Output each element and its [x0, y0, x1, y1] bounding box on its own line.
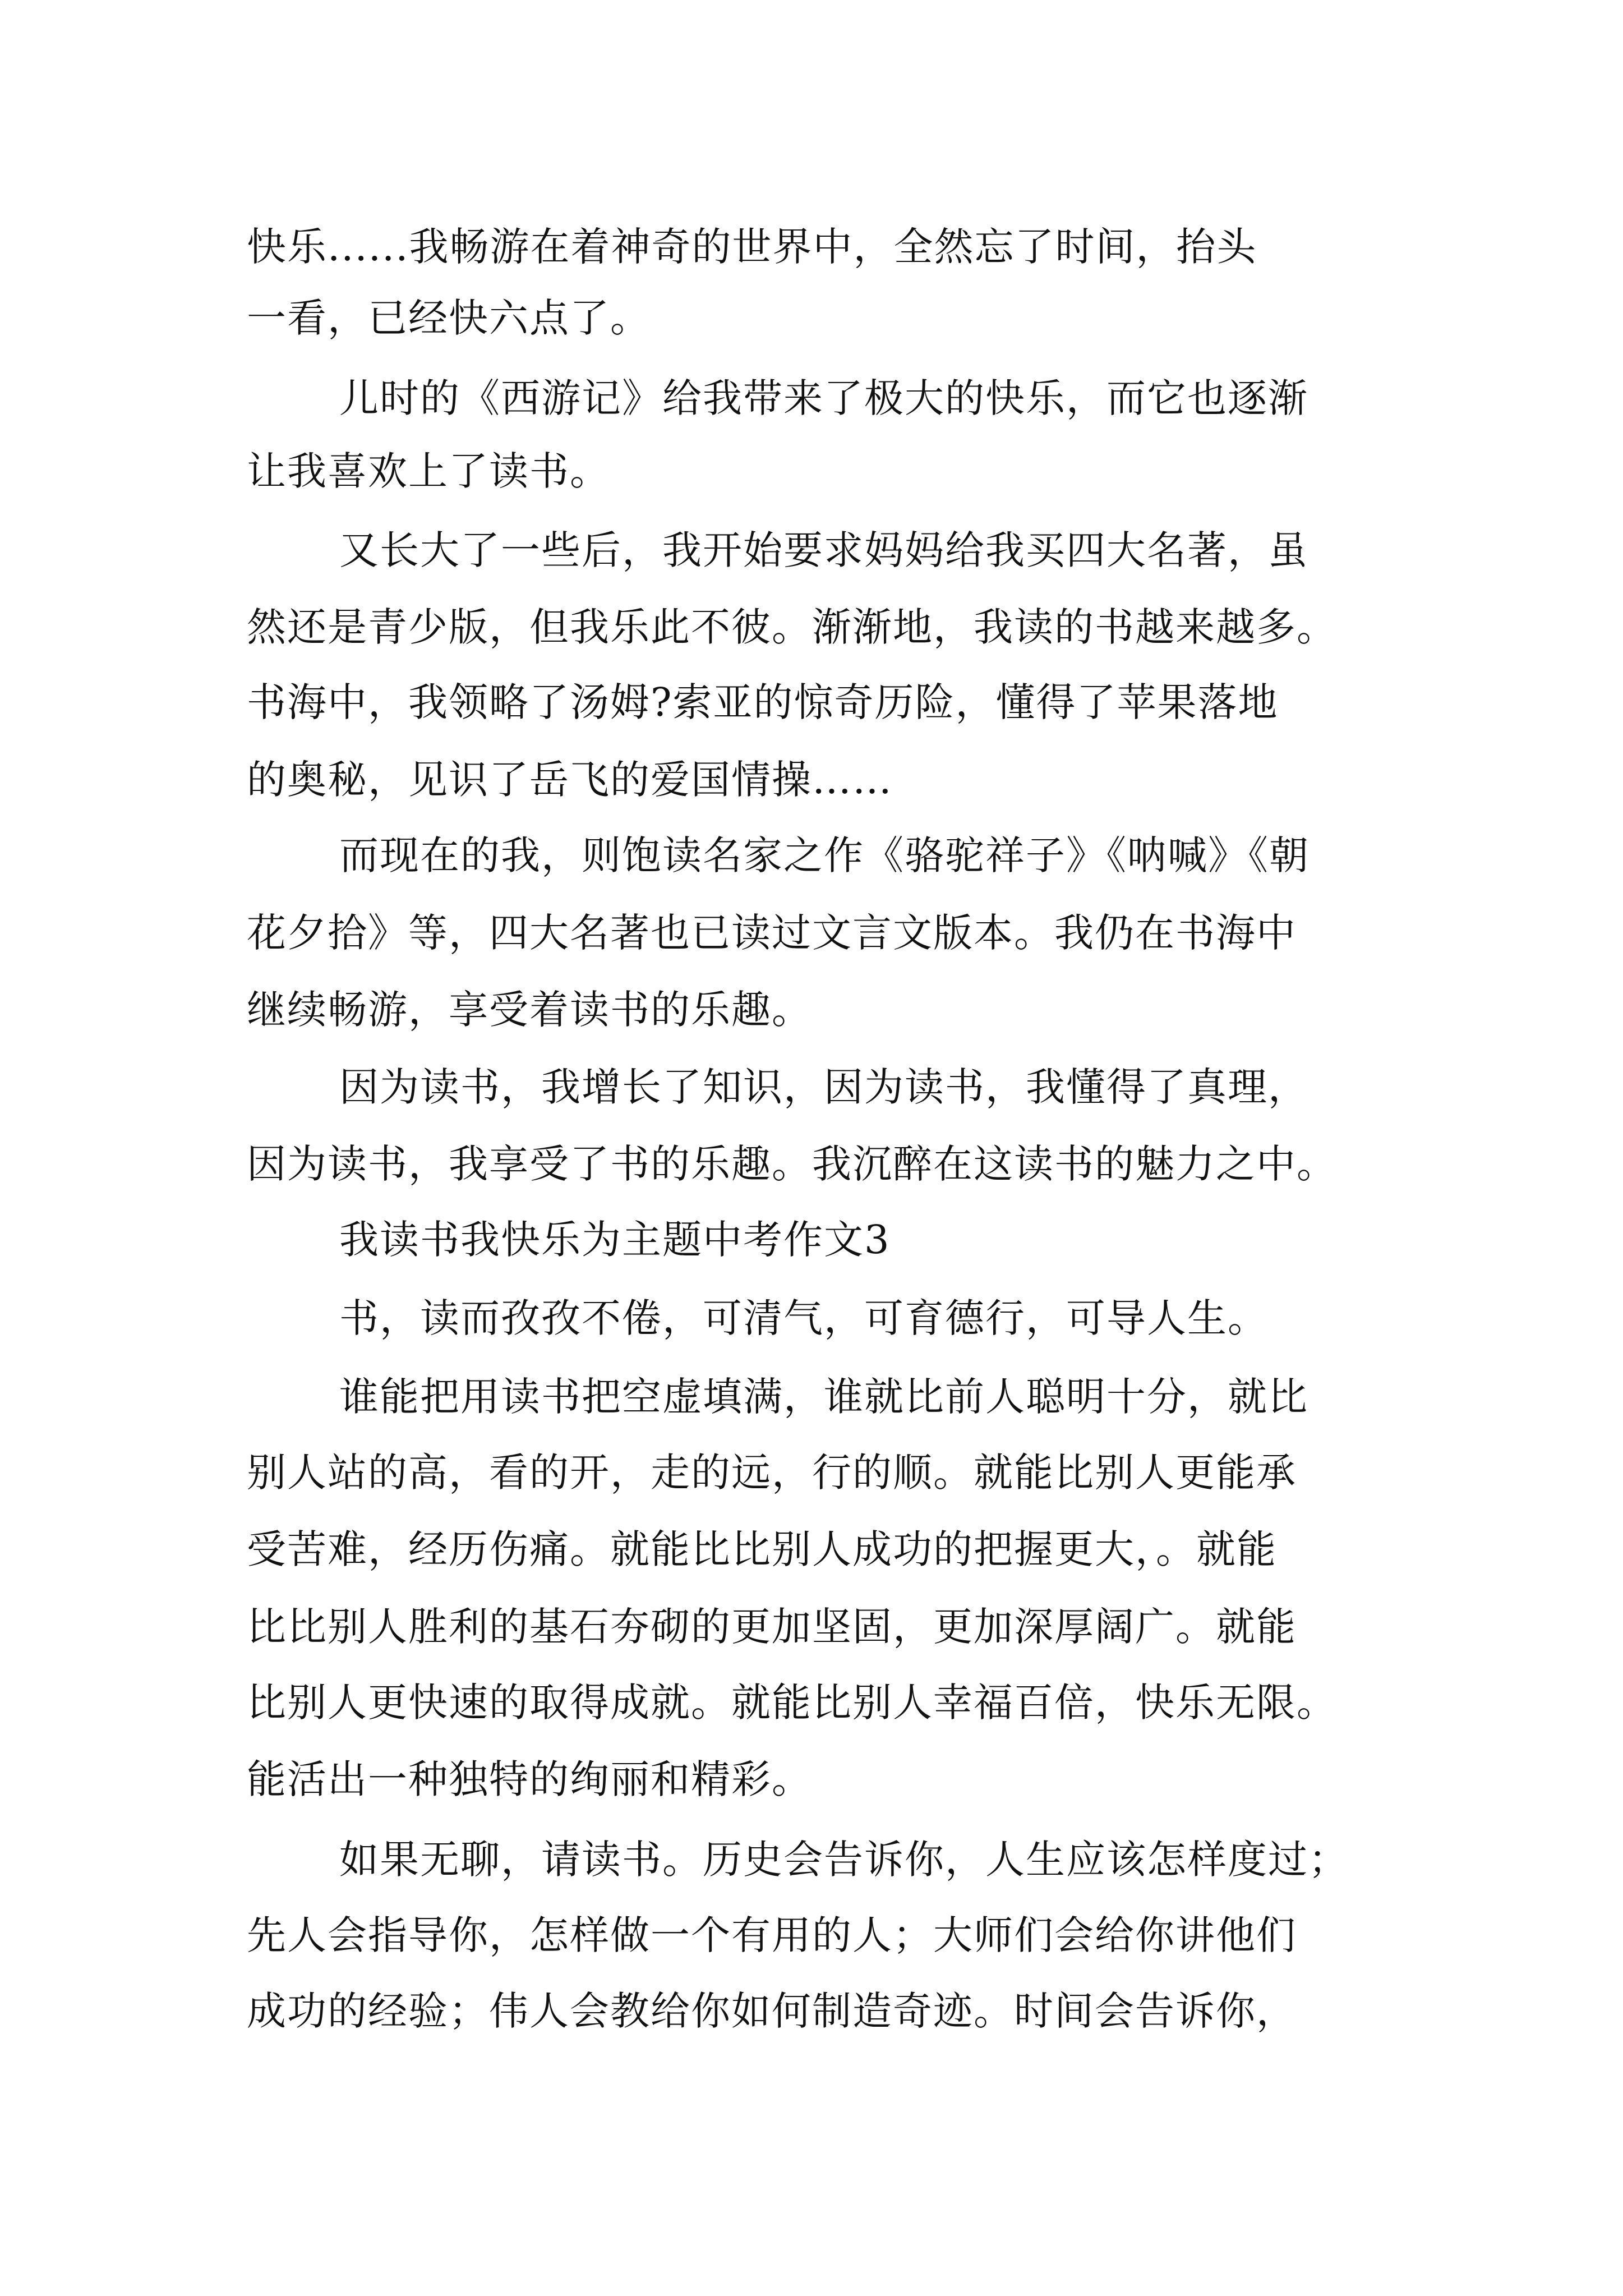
text-line: 因为读书，我增长了知识，因为读书，我懂得了真理， [339, 1064, 1308, 1110]
text-line: 花夕拾》等，四大名著也已读过文言文版本。我仍在书海中 [247, 910, 1297, 956]
text-line: 又长大了一些后，我开始要求妈妈给我买四大名著，虽 [339, 527, 1308, 573]
section-heading: 我读书我快乐为主题中考作文3 [339, 1217, 891, 1263]
text-line: 成功的经验；伟人会教给你如何制造奇迹。时间会告诉你， [247, 1988, 1297, 2034]
text-line: 儿时的《西游记》给我带来了极大的快乐，而它也逐渐 [339, 375, 1308, 421]
text-line: 继续畅游，享受着读书的乐趣。 [247, 987, 812, 1033]
text-line: 一看，已经快六点了。 [247, 295, 651, 341]
text-line: 因为读书，我享受了书的乐趣。我沉醉在这读书的魅力之中。 [247, 1141, 1337, 1187]
text-line: 快乐......我畅游在着神奇的世界中，全然忘了时间，抬头 [247, 224, 1257, 270]
text-line: 书海中，我领略了汤姆?索亚的惊奇历险，懂得了苹果落地 [247, 679, 1279, 725]
text-line: 的奥秘，见识了岳飞的爱国情操…… [247, 757, 893, 803]
text-line: 能活出一种独特的绚丽和精彩。 [247, 1756, 812, 1802]
text-line: 受苦难，经历伤痛。就能比比别人成功的把握更大，。就能 [247, 1526, 1277, 1572]
text-line: 谁能把用读书把空虚填满，谁就比前人聪明十分，就比 [339, 1374, 1308, 1420]
text-line: 比别人更快速的取得成就。就能比别人幸福百倍，快乐无限。 [247, 1680, 1337, 1726]
text-line: 先人会指导你，怎样做一个有用的人；大师们会给你讲他们 [247, 1912, 1297, 1958]
text-line: 让我喜欢上了读书。 [247, 448, 610, 494]
text-line: 别人站的高，看的开，走的远，行的顺。就能比别人更能承 [247, 1450, 1297, 1496]
text-line: 而现在的我，则饱读名家之作《骆驼祥子》《呐喊》《朝 [339, 832, 1310, 878]
text-line: 然还是青少版，但我乐此不彼。渐渐地，我读的书越来越多。 [247, 604, 1337, 650]
text-line: 如果无聊，请读书。历史会告诉你，人生应该怎样度过； [339, 1837, 1349, 1883]
text-line: 书，读而孜孜不倦，可清气，可育德行，可导人生。 [339, 1295, 1268, 1341]
text-line: 比比别人胜利的基石夯砌的更加坚固，更加深厚阔广。就能 [247, 1604, 1297, 1650]
